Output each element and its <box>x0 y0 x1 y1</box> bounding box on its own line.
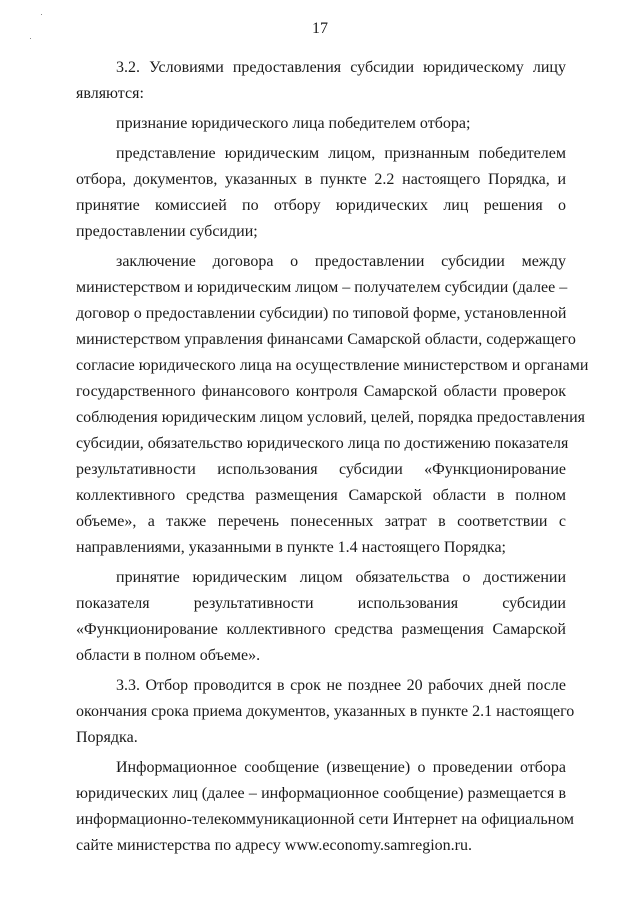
text-line: результативности использования субсидии «Функционирование <box>76 461 566 478</box>
paragraph <box>76 755 575 859</box>
paragraph <box>76 55 566 107</box>
text-line: сайте министерства по адресу www.economy.samregion.ru. <box>76 837 473 854</box>
text-line: принятие комиссией по отбору юридических лиц решения о <box>76 197 566 214</box>
page-number: 17 <box>312 20 328 37</box>
document-body <box>76 55 589 863</box>
text-line: министерством управления финансами Самарской области, содержащего <box>76 331 576 348</box>
paragraph <box>76 565 566 669</box>
text-line: окончания срока приема документов, указанных в пункте 2.1 настоящего <box>76 703 575 720</box>
paragraph <box>76 249 589 561</box>
text-line: признание юридического лица победителем отбора; <box>116 115 471 132</box>
paragraph <box>76 141 566 245</box>
text-line: 3.3. Отбор проводится в срок не позднее 20 рабочих дней после <box>116 677 566 694</box>
text-line: субсидии, обязательство юридического лица по достижению показателя <box>76 435 569 452</box>
text-line: 3.2. Условиями предоставления субсидии юридическому лицу <box>116 59 566 76</box>
scan-speck <box>30 38 31 39</box>
text-line: области в полном объеме». <box>76 647 261 664</box>
text-line: договор о предоставлении субсидии) по типовой форме, установленной <box>76 305 567 322</box>
text-line: информационно-телекоммуникационной сети Интернет на официальном <box>76 811 575 828</box>
text-line: являются: <box>76 85 144 102</box>
paragraph <box>76 111 566 137</box>
text-line: согласие юридического лица на осуществление министерством и органами <box>76 357 589 374</box>
text-line: показателя результативности использования субсидии <box>76 595 566 612</box>
text-line: коллективного средства размещения Самарской области в полном <box>76 487 566 504</box>
text-line: юридических лиц (далее – информационное сообщение) размещается в <box>76 785 566 802</box>
text-line: Порядка. <box>76 729 138 746</box>
scan-speck <box>41 14 42 15</box>
text-line: отбора, документов, указанных в пункте 2.2 настоящего Порядка, и <box>76 171 566 188</box>
text-line: государственного финансового контроля Самарской области проверок <box>76 383 566 400</box>
text-line: принятие юридическим лицом обязательства о достижении <box>116 569 566 586</box>
text-line: «Функционирование коллективного средства размещения Самарской <box>76 621 566 638</box>
text-line: направлениями, указанными в пункте 1.4 настоящего Порядка; <box>76 539 506 556</box>
paragraph <box>76 673 575 751</box>
text-line: Информационное сообщение (извещение) о проведении отбора <box>116 759 566 776</box>
text-line: соблюдения юридическим лицом условий, целей, порядка предоставления <box>76 409 586 426</box>
text-line: объеме», а также перечень понесенных затрат в соответствии с <box>76 513 566 530</box>
text-line: министерством и юридическим лицом – получателем субсидии (далее – <box>76 279 568 296</box>
text-line: заключение договора о предоставлении субсидии между <box>116 253 566 270</box>
text-line: представление юридическим лицом, признанным победителем <box>116 145 566 162</box>
text-line: предоставлении субсидии; <box>76 223 258 240</box>
